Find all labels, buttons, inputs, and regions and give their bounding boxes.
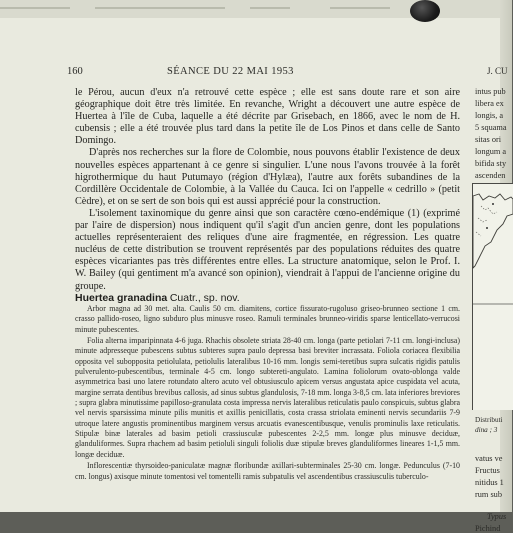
- locality-dot: [486, 227, 488, 229]
- paragraph: le Pérou, aucun d'eux n'a retrouvé cette espèce ; elle est sans doute rare et son aire géographique doit être très limitée. En revanche, Wright a découvert une autre espèce de Huertea à l'île de Cuba, laquelle a été décrite par Grisebach, en 1866, avec le nom de H. cubensis ; elle a été trouvée plus tard dans la petite île de Los Pinos et dans celle de Santo Domingo.: [75, 87, 460, 147]
- species-heading: [75, 292, 460, 304]
- right-line: longum a: [475, 147, 507, 156]
- species-author: Cuatr., sp. nov.: [169, 292, 240, 304]
- right-line: sitas ori: [475, 135, 502, 144]
- right-line: vatus ve: [475, 454, 503, 463]
- latin-description: [75, 304, 460, 482]
- right-line: Fructus: [475, 466, 500, 475]
- right-line: ascenden: [475, 171, 506, 180]
- right-line: Typus: [487, 512, 507, 521]
- right-line: bifida sty: [475, 159, 507, 168]
- locality-dot: [492, 203, 494, 205]
- running-head: [67, 66, 459, 80]
- map-caption-line: Distributi: [475, 416, 503, 424]
- right-line: nitidus 1: [475, 478, 504, 487]
- species-name: Huertea granadina: [75, 292, 168, 304]
- description-paragraph: Arbor magna ad 30 met. alta. Caulis 50 cm. diamitens, cortice fissurato-rugoluso griseo-brunneo sectione 1 cm. crasso pallido-roseo, ligno subduro plus minusve roseo. Ramuli terminales brunneo-viridis sparse lenticellato-verrucosi minute pubescentes.: [75, 304, 460, 334]
- right-running-title: J. CU: [487, 66, 508, 76]
- right-line: longis, a: [475, 111, 504, 120]
- description-paragraph: Folia alterna imparipinnata 4-6 juga. Rhachis obsolete striata 28-40 cm. longa (parte petiolari 7-11 cm. longi-inclusa) minute adpresseque pubescens subtus subteres supra paulo depressa basi breviter incrassata. Foliola coriacea flexibilia opposita vel subopposita petiolulata, petiolulis lateralibus 10-16 mm. longis semi-teretibus supra sulcatis rigidis patulis pulverulento-pubescentibus, terminale 4-5 cm. longo subtereti-angulato. Lamina foliolorum ovato-oblonga valde asymmetrica basi uno latere rotundato altero acuto vel obtusiusculo apicem versus angustata apice cuspidata vel acuta, margine serrata dentibus brevibus callosis, ad sinus subtus glandulosis, 7-18 mm. longa 3-8,5 cm. lata inferiores breviores ; supra glabra minutissime papilloso-granulata costa impressa nervis lateralibus reticulatis paulo conspicuis, subtus glabra vel nervis sparsissima minute pilis munitis et axillis penicillatis, costa crassa striolata eminenti nervis secundariis 7-9 utroque latere angustis prominentibus marginem versus arcuatis evanescentibusque, venulis prominulis laxe reticulatis. Stipulæ binæ laterales ad basim petioli crassiusculæ pubescentes 2-2,5 mm. longæ plus minusve deciduæ, glanduliformes. Supra rhachem ad basim petioluli singuli foliolis duæ stipulæ breves glanduliformes lineares 1-1,5 mm. longæ deciduæ.: [75, 336, 460, 459]
- right-line: Pichind: [475, 524, 501, 533]
- running-title: SÉANCE DU 22 MAI 1953: [167, 66, 294, 77]
- map-caption-line: dina ; 3: [475, 426, 498, 434]
- distribution-map: [472, 183, 513, 410]
- coastline-path: [473, 194, 513, 268]
- right-line: 5 squama: [475, 123, 507, 132]
- body-text: [75, 87, 460, 293]
- right-line: intus pub: [475, 87, 506, 96]
- push-pin-icon: [410, 0, 440, 22]
- border-path: [476, 206, 497, 236]
- right-line: libera ex: [475, 99, 504, 108]
- paragraph: D'après nos recherches sur la flore de Colombie, nous pouvons établir l'existence de deux nouvelles espèces appartenant à ce genre si singulier. L'une nous l'avons trouvée à la forêt higrothermique du haut Putumayo (région d'Hylæa), l'autre aux forêts subandines de la Cordillère Occidentale de Colombie, à la Vallée du Cauca. Ici on l'appelle « cedrillo » (petit Cèdre), et on se sert de son bois qui est aussi apprécié pour la construction.: [75, 147, 460, 207]
- paragraph: L'isolement taxinomique du genre ainsi que son caractère cœno-endémique (1) (exprimé par l'aire de dispersion) nous indiquent qu'il s'agit d'un ancien genre, dont les populations actuelles représenteraient des reliques d'une aire fragmentée, en régression. Les quatre nucléus de cette distribution se trouvent représentés par des populations réduites des quatre espèces vicariantes pas très différentes entre elles. La structure anatomique, selon le Prof. I. W. Bailey (qui gentiment m'a avancé son opinion), viendrait à l'appui de l'ancienne origine du groupe.: [75, 207, 460, 292]
- page-number: 160: [67, 66, 83, 77]
- description-paragraph: Inflorescentiæ thyrsoideo-paniculatæ magnæ floribundæ axillari-subterminales 25-30 cm. longæ. Pedunculus (7-10 cm. longus) axisque minute tomentosi vel tomentelli ramis subpatulis vel ascendentibus crassiusculis tuberculo-: [75, 461, 460, 481]
- map-drawing: [473, 184, 513, 410]
- right-line: rum sub: [475, 490, 502, 499]
